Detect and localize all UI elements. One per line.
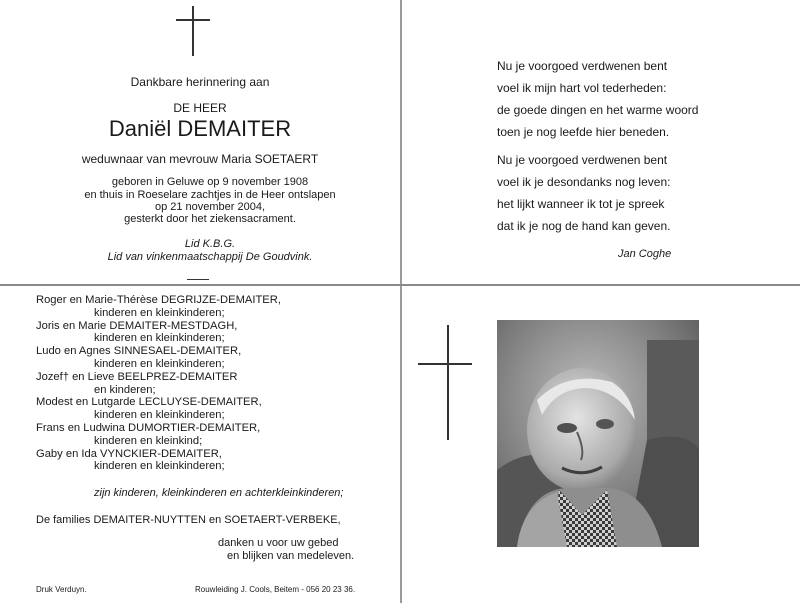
family-entry (36, 294, 366, 320)
children-summary: zijn kinderen, kleinkinderen en achterkleinkinderen; (94, 487, 344, 499)
thanks-line-1: danken u voor uw gebed (218, 537, 339, 549)
family-entry (36, 422, 366, 448)
cross-icon (176, 6, 210, 56)
poem-line: de goede dingen en het warme woord (497, 103, 699, 117)
family-names: Roger en Marie-Thérèse DEGRIJZE-DEMAITER, (36, 294, 281, 306)
printer-credit: Druk Verduyn. (36, 585, 87, 594)
cross-icon (418, 325, 472, 440)
family-entry (36, 448, 366, 474)
horizontal-fold (0, 284, 800, 286)
poem-line: Nu je voorgoed verdwenen bent (497, 59, 668, 73)
sacrament-line: gesterkt door het ziekensacrament. (124, 213, 296, 225)
poem-author: Jan Coghe (618, 248, 672, 260)
family-entry (36, 371, 366, 397)
vertical-fold (400, 0, 402, 603)
intro-line: Dankbare herinnering aan (130, 75, 270, 89)
poem-stanza-1 (497, 55, 757, 143)
family-descendants: kinderen en kleinkinderen; (94, 460, 225, 473)
poem-line: Nu je voorgoed verdwenen bent (497, 153, 668, 167)
member-line-2: Lid van vinkenmaatschappij De Goudvink. (107, 251, 313, 263)
widower-line: weduwnaar van mevrouw Maria SOETAERT (81, 152, 319, 166)
family-names: Frans en Ludwina DUMORTIER-DEMAITER, (36, 421, 261, 434)
family-names: Ludo en Agnes SINNESAEL-DEMAITER, (36, 345, 242, 358)
family-names: Jozef† en Lieve BEELPREZ-DEMAITER (36, 370, 238, 383)
poem-stanza-2 (497, 149, 757, 237)
born-line: geboren in Geluwe op 9 november 1908 (111, 176, 309, 188)
family-descendants: en kinderen; (94, 383, 156, 396)
portrait-photo (497, 320, 699, 547)
families-line: De families DEMAITER-NUYTTEN en SOETAERT-VERBEKE, (36, 514, 341, 526)
family-descendants: kinderen en kleinkinderen; (94, 332, 225, 345)
poem-line: voel ik mijn hart vol tederheden: (497, 81, 667, 95)
poem-line: toen je nog leefde hier beneden. (497, 125, 670, 139)
family-entry (36, 396, 366, 422)
family-names: Joris en Marie DEMAITER-MESTDAGH, (36, 319, 238, 332)
family-entry (36, 320, 366, 346)
died-line-1: en thuis in Roeselare zachtjes in de Heer ontslapen (84, 189, 336, 201)
family-names: Modest en Lutgarde LECLUYSE-DEMAITER, (36, 396, 262, 409)
family-list (36, 294, 366, 473)
poem-line: dat ik je nog de hand kan geven. (497, 219, 671, 233)
family-names: Gaby en Ida VYNCKIER-DEMAITER, (36, 447, 222, 460)
divider (187, 279, 209, 280)
undertaker-credit: Rouwleiding J. Cools, Beitem - 056 20 23 36. (195, 585, 356, 594)
died-line-2: op 21 november 2004, (154, 201, 266, 213)
family-entry (36, 345, 366, 371)
family-descendants: kinderen en kleinkind; (94, 434, 203, 447)
family-descendants: kinderen en kleinkinderen; (94, 409, 225, 422)
family-descendants: kinderen en kleinkinderen; (94, 357, 225, 370)
thanks-line-2: en blijken van medeleven. (227, 550, 355, 562)
poem-line: voel ik je desondanks nog leven: (497, 175, 671, 189)
poem-line: het lijkt wanneer ik tot je spreek (497, 197, 665, 211)
deceased-name: Daniël DEMAITER (108, 116, 292, 141)
title-line: DE HEER (173, 101, 227, 115)
member-line-1: Lid K.B.G. (184, 238, 236, 250)
family-descendants: kinderen en kleinkinderen; (94, 306, 225, 319)
